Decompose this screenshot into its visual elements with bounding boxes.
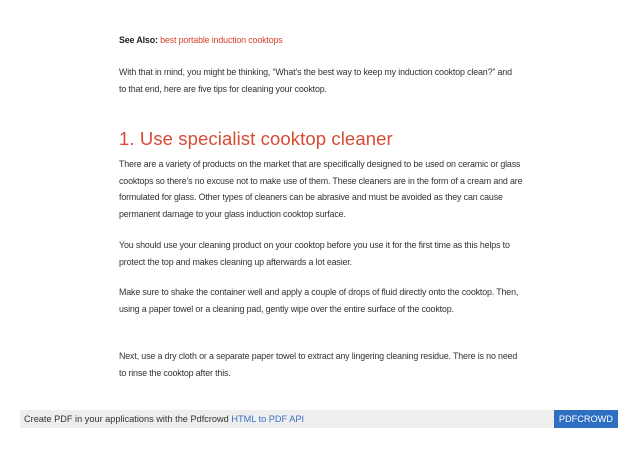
footer-link[interactable]: HTML to PDF API (231, 414, 305, 424)
pdf-footer-bar (20, 410, 618, 428)
paragraph: Next, use a dry cloth or a separate paper towel to extract any lingering cleaning residue. There is no need to rinse the cooktop after this. (119, 351, 518, 378)
footer-text (24, 410, 304, 428)
see-also-line (119, 32, 523, 49)
section-heading: 1. Use specialist cooktop cleaner (119, 128, 393, 149)
paragraph: You should use your cleaning product on your cooktop before you use it for the first time as this helps to protect the top and makes cleaning up afterwards a lot easier. (119, 240, 510, 267)
footer-caption: Create PDF in your applications with the Pdfcrowd (24, 414, 229, 424)
see-also-link[interactable]: best portable induction cooktops (160, 35, 283, 45)
intro-paragraph: With that in mind, you might be thinking, “What’s the best way to keep my induction cooktop clean?” and to that end, here are five tips for cleaning your cooktop. (119, 67, 512, 94)
see-also-label: See Also: (119, 35, 158, 45)
paragraph: Make sure to shake the container well and apply a couple of drops of fluid directly onto the cooktop. Then, using a paper towel or a cleaning pad, gently wipe over the entire surface of the cooktop. (119, 287, 519, 314)
pdfcrowd-badge[interactable]: PDFCROWD (554, 410, 618, 428)
paragraph: There are a variety of products on the market that are specifically designed to be used on ceramic or glass cooktops so there’s no excuse not to make use of them. These cleaners are in the form of a cream and are formulated for glass. Other types of cleaners can be abrasive and must be avoided as they can cause permanent damage to your glass induction cooktop surface. (119, 159, 523, 219)
